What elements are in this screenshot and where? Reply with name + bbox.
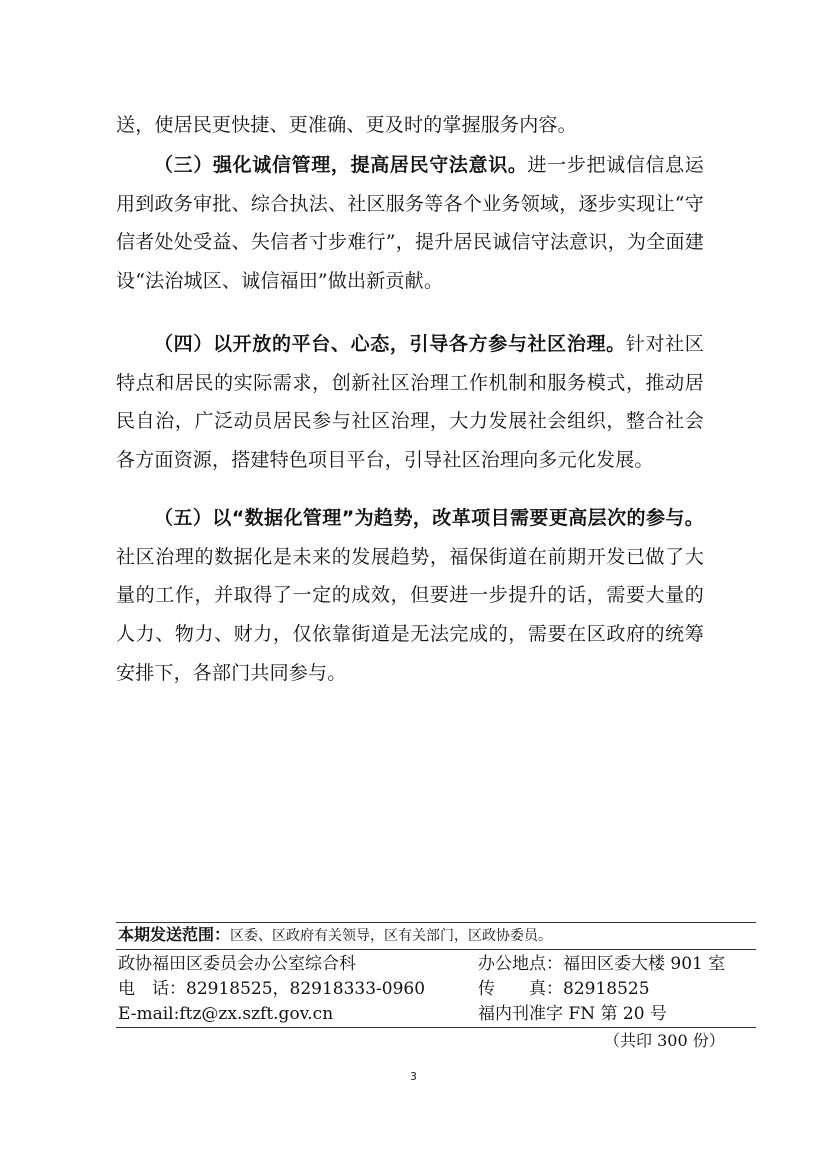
print-copies: （共印 300 份） [604, 1031, 725, 1050]
paragraph-text: 社区治理的数据化是未来的发展趋势，福保街道在前期开发已做了大量的工作，并取得了一定的成效，但要进一步提升的话，需要大量的人力、物力、财力，仅依靠街道是无法完成的，需要在区政府的统筹安排下，各部门共同参与。 [116, 545, 704, 684]
paragraph-data-management [116, 499, 704, 693]
distribution-scope [118, 923, 552, 948]
email-address: E-mail:ftz@zx.szft.gov.cn [118, 1004, 334, 1024]
paragraph-credit-management [116, 146, 704, 301]
scope-label: 本期发送范围： [118, 925, 231, 944]
fax-number: 传 真：82918525 [478, 979, 650, 999]
paragraph-text: 针对社区特点和居民的实际需求，创新社区治理工作机制和服务模式，推动居民自治，广泛动员居民参与社区治理，大力发展社会组织，整合社会各方面资源，搭建特色项目平台，引导社区治理向多元化发展。 [116, 333, 704, 472]
publication-permit: 福内刊准字 FN 第 20 号 [478, 1004, 667, 1024]
phone-number: 电 话：82918525，82918333-0960 [118, 979, 426, 999]
footer-middle-rule [116, 949, 756, 950]
office-address: 办公地点：福田区委大楼 901 室 [478, 954, 726, 974]
paragraph-text: 进一步把诚信信息运用到政务审批、综合执法、社区服务等各个业务领域，逐步实现让“守信者处处受益、失信者寸步难行”，提升居民诚信守法意识，为全面建设“法治城区、诚信福田”做出新贡献。 [116, 154, 704, 293]
office-name: 政协福田区委员会办公室综合科 [118, 954, 356, 974]
paragraph-heading: （四）以开放的平台、心态，引导各方参与社区治理。 [154, 333, 626, 355]
paragraph-continuation [116, 106, 704, 145]
scope-value: 区委、区政府有关领导，区有关部门，区政协委员。 [230, 928, 553, 944]
paragraph-text: 送，使居民更快捷、更准确、更及时的掌握服务内容。 [116, 114, 577, 136]
paragraph-open-platform [116, 325, 704, 480]
paragraph-heading: （五）以“数据化管理”为趋势，改革项目需要更高层次的参与。 [154, 507, 704, 529]
page-number: 3 [410, 1070, 417, 1083]
paragraph-heading: （三）强化诚信管理，提高居民守法意识。 [154, 154, 528, 176]
